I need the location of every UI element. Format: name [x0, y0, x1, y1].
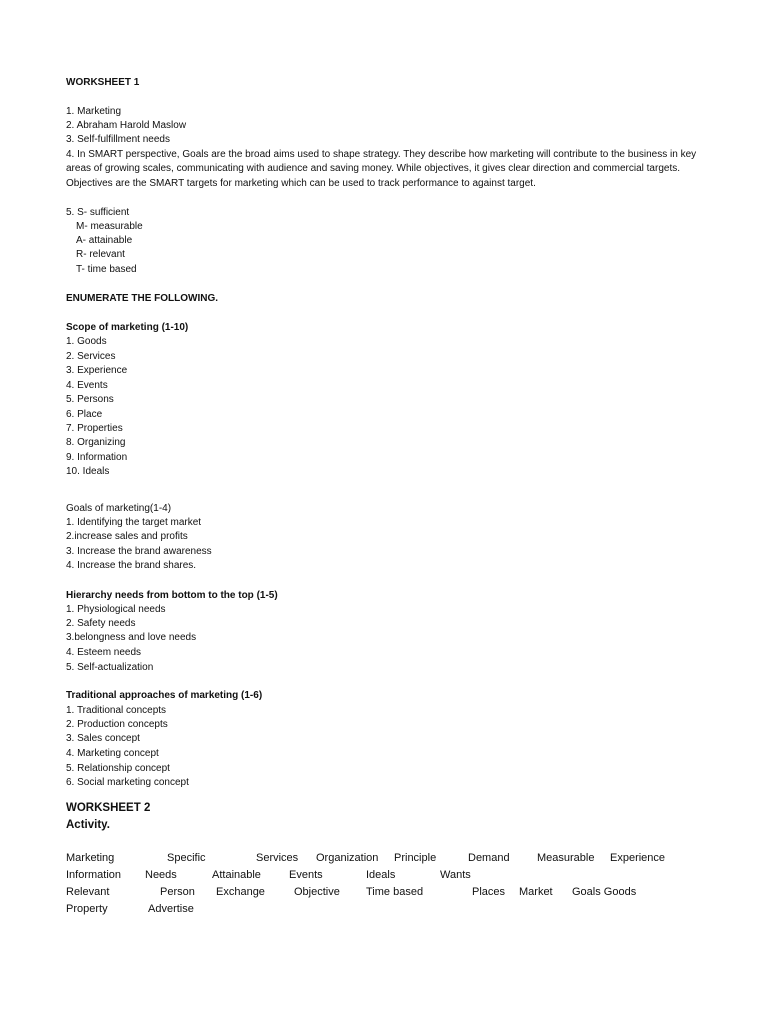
list-item: 5. Persons	[66, 394, 114, 405]
word: Organization	[316, 852, 379, 864]
list-item: 4. Increase the brand shares.	[66, 560, 197, 571]
list-item: 6. Social marketing concept	[66, 777, 189, 788]
smart-s: 5. S- sufficient	[66, 207, 130, 218]
list-item: 4. Esteem needs	[66, 647, 142, 658]
list-item: 3. Increase the brand awareness	[66, 546, 212, 557]
approaches-heading: Traditional approaches of marketing (1-6)	[66, 690, 263, 701]
word: Market	[519, 886, 553, 898]
word: Places	[472, 886, 506, 898]
scope-heading: Scope of marketing (1-10)	[66, 322, 189, 333]
list-item: 1. Traditional concepts	[66, 705, 167, 716]
answer-4: 4. In SMART perspective, Goals are the broad aims used to shape strategy. They describe how marketing will contribute to the business in key areas of growing scales, communicating with audience and saving money. While objectives, it gives clear direction and commercial targets. Objectives are the SMART targets for marketing which can be used to track performance to against target.	[66, 149, 697, 189]
list-item: 5. Self-actualization	[66, 662, 154, 673]
word: Ideals	[366, 869, 396, 881]
list-item: 3. Sales concept	[66, 733, 140, 744]
worksheet2-title: WORKSHEET 2	[66, 802, 151, 814]
word: Exchange	[216, 886, 265, 898]
word: Time based	[366, 886, 424, 898]
worksheet1-title: WORKSHEET 1	[66, 77, 140, 88]
list-item: 1. Goods	[66, 336, 107, 347]
word: Specific	[167, 852, 206, 864]
word: Relevant	[66, 886, 110, 898]
answer-2: 2. Abraham Harold Maslow	[66, 120, 187, 131]
list-item: 1. Identifying the target market	[66, 517, 202, 528]
list-item: 7. Properties	[66, 423, 123, 434]
list-item: 2. Safety needs	[66, 618, 136, 629]
list-item: 10. Ideals	[66, 466, 110, 477]
smart-m: M- measurable	[76, 221, 143, 232]
word: Demand	[468, 852, 510, 864]
word: Experience	[610, 852, 666, 864]
word: Events	[289, 869, 323, 881]
worksheet2-subtitle: Activity.	[66, 819, 110, 831]
list-item: 6. Place	[66, 409, 103, 420]
word: Wants	[440, 869, 471, 881]
list-item: 2. Production concepts	[66, 719, 168, 730]
word: Information	[66, 869, 122, 881]
word: Attainable	[212, 869, 261, 881]
list-item: 4. Events	[66, 380, 108, 391]
word: Advertise	[148, 903, 194, 915]
list-item: 3. Experience	[66, 365, 128, 376]
answer-3: 3. Self-fulfillment needs	[66, 134, 170, 145]
word: Measurable	[537, 852, 595, 864]
answer-1: 1. Marketing	[66, 106, 122, 117]
word: Needs	[145, 869, 177, 881]
word: Services	[256, 852, 299, 864]
list-item: 2.increase sales and profits	[66, 531, 188, 542]
list-item: 5. Relationship concept	[66, 763, 170, 774]
list-item: 9. Information	[66, 452, 128, 463]
smart-t: T- time based	[76, 264, 137, 275]
hierarchy-heading: Hierarchy needs from bottom to the top (1-5)	[66, 590, 278, 601]
list-item: 8. Organizing	[66, 437, 126, 448]
word: Principle	[394, 852, 437, 864]
word: Objective	[294, 886, 340, 898]
word: Property	[66, 903, 108, 915]
list-item: 2. Services	[66, 351, 116, 362]
word: Person	[160, 886, 195, 898]
list-item: 3.belongness and love needs	[66, 632, 197, 643]
smart-r: R- relevant	[76, 249, 125, 260]
smart-a: A- attainable	[76, 235, 133, 246]
word: Marketing	[66, 852, 115, 864]
word: Goals Goods	[572, 886, 637, 898]
list-item: 4. Marketing concept	[66, 748, 159, 759]
goals-heading: Goals of marketing(1-4)	[66, 503, 172, 514]
enumerate-heading: ENUMERATE THE FOLLOWING.	[66, 293, 219, 304]
list-item: 1. Physiological needs	[66, 604, 166, 615]
